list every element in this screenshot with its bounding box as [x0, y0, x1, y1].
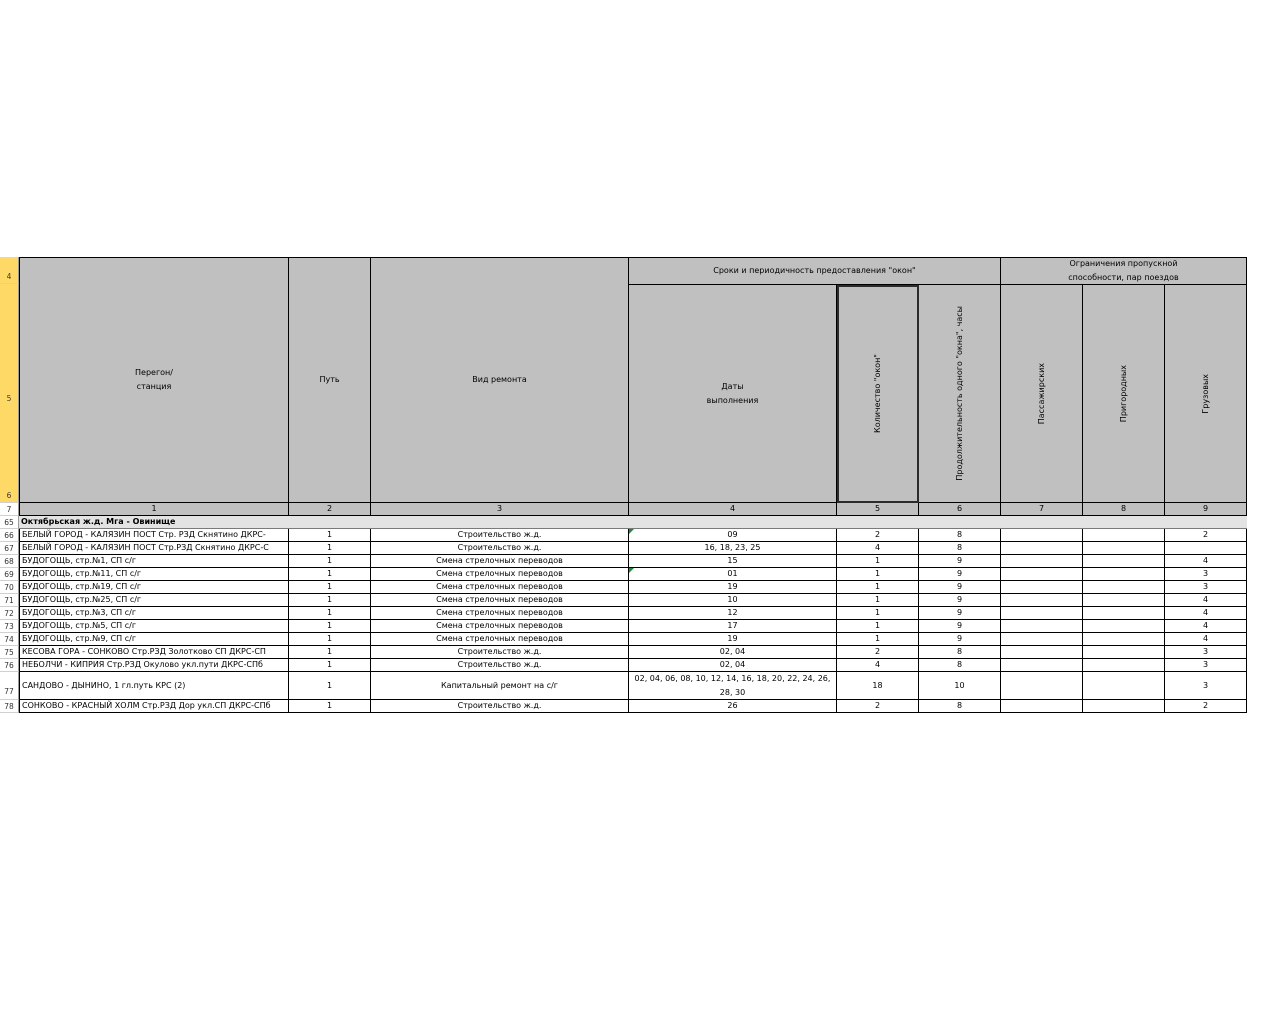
header-passazhirskih	[1001, 285, 1083, 503]
cell-gruzovyh[interactable]: 3	[1165, 672, 1247, 700]
cell-prigorodnyh[interactable]	[1083, 555, 1165, 568]
cell-peregon[interactable]: БУДОГОЩЬ, стр.№19, СП с/г	[19, 581, 289, 594]
cell-put[interactable]: 1	[289, 633, 371, 646]
cell-put[interactable]: 1	[289, 700, 371, 713]
cell-prodolzhitelnost[interactable]: 8	[919, 542, 1001, 555]
row-number[interactable]: 6	[0, 489, 19, 503]
colnum-8: 8	[1083, 503, 1165, 516]
row-number[interactable]: 71	[0, 594, 19, 607]
cell-gruzovyh[interactable]: 4	[1165, 555, 1247, 568]
cell-gruzovyh[interactable]: 4	[1165, 633, 1247, 646]
cell-prigorodnyh[interactable]	[1083, 568, 1165, 581]
cell-kolvo-okon[interactable]: 1	[837, 633, 919, 646]
cell-gruzovyh[interactable]: 3	[1165, 646, 1247, 659]
cell-gruzovyh[interactable]: 3	[1165, 568, 1247, 581]
cell-daty[interactable]: 17	[629, 620, 837, 633]
header-prigorodnyh	[1083, 285, 1165, 503]
row-number[interactable]: 77	[0, 672, 19, 700]
cell-prodolzhitelnost[interactable]: 9	[919, 581, 1001, 594]
cell-put[interactable]: 1	[289, 529, 371, 542]
cell-daty[interactable]: 10	[629, 594, 837, 607]
cell-peregon[interactable]: БУДОГОЩЬ, стр.№1, СП с/г	[19, 555, 289, 568]
cell-gruzovyh[interactable]: 3	[1165, 581, 1247, 594]
cell-daty[interactable]: 16, 18, 23, 25	[629, 542, 837, 555]
cell-peregon[interactable]: КЕСОВА ГОРА - СОНКОВО Стр.РЗД Золотково СП ДКРС-СП	[19, 646, 289, 659]
cell-vid-remonta[interactable]: Строительство ж.д.	[371, 646, 629, 659]
cell-prodolzhitelnost[interactable]: 8	[919, 700, 1001, 713]
cell-put[interactable]: 1	[289, 646, 371, 659]
cell-gruzovyh[interactable]: 4	[1165, 620, 1247, 633]
cell-passazhirskih[interactable]	[1001, 700, 1083, 713]
colnum-7: 7	[1001, 503, 1083, 516]
cell-passazhirskih[interactable]	[1001, 659, 1083, 672]
cell-prodolzhitelnost[interactable]: 8	[919, 646, 1001, 659]
cell-prodolzhitelnost[interactable]: 9	[919, 620, 1001, 633]
header-gruzovyh	[1165, 285, 1247, 503]
row-number[interactable]: 5	[0, 284, 19, 502]
header-daty: Даты выполнения	[629, 285, 837, 503]
cell-passazhirskih[interactable]	[1001, 672, 1083, 700]
section-title[interactable]: Октябрьская ж.д. Мга - Овинище	[19, 516, 1247, 529]
cell-kolvo-okon[interactable]: 2	[837, 529, 919, 542]
cell-peregon[interactable]: БУДОГОЩЬ, стр.№9, СП с/г	[19, 633, 289, 646]
cell-kolvo-okon[interactable]: 1	[837, 581, 919, 594]
header-prodolzhitelnost-label: Продолжительность одного "окна", часы	[954, 306, 964, 481]
cell-prigorodnyh[interactable]	[1083, 646, 1165, 659]
cell-daty[interactable]: 19	[629, 581, 837, 594]
cell-put[interactable]: 1	[289, 672, 371, 700]
cell-peregon[interactable]: СОНКОВО - КРАСНЫЙ ХОЛМ Стр.РЗД Дор укл.СП ДКРС-СПб	[19, 700, 289, 713]
comment-marker-icon	[629, 529, 634, 534]
cell-passazhirskih[interactable]	[1001, 581, 1083, 594]
cell-prigorodnyh[interactable]	[1083, 633, 1165, 646]
header-kolvo-okon[interactable]	[837, 285, 919, 503]
cell-kolvo-okon[interactable]: 4	[837, 659, 919, 672]
row-number[interactable]: 70	[0, 581, 19, 594]
cell-peregon[interactable]: БУДОГОЩЬ, стр.№11, СП с/г	[19, 568, 289, 581]
cell-vid-remonta[interactable]: Капитальный ремонт на с/г	[371, 672, 629, 700]
cell-put[interactable]: 1	[289, 581, 371, 594]
colnum-5: 5	[837, 503, 919, 516]
cell-kolvo-okon[interactable]: 4	[837, 542, 919, 555]
cell-vid-remonta[interactable]: Строительство ж.д.	[371, 659, 629, 672]
colnum-4: 4	[629, 503, 837, 516]
row-number[interactable]: 76	[0, 659, 19, 672]
header-prodolzhitelnost	[919, 285, 1001, 503]
cell-daty[interactable]: 19	[629, 633, 837, 646]
row-number[interactable]: 72	[0, 607, 19, 620]
cell-daty[interactable]: 15	[629, 555, 837, 568]
cell-gruzovyh[interactable]: 3	[1165, 659, 1247, 672]
cell-prigorodnyh[interactable]	[1083, 672, 1165, 700]
header-vid-remonta: Вид ремонта	[371, 257, 629, 503]
cell-vid-remonta[interactable]: Строительство ж.д.	[371, 529, 629, 542]
cell-prigorodnyh[interactable]	[1083, 581, 1165, 594]
cell-kolvo-okon[interactable]: 18	[837, 672, 919, 700]
cell-prodolzhitelnost[interactable]: 9	[919, 568, 1001, 581]
row-number[interactable]: 4	[0, 257, 19, 284]
header-prigorodnyh-label: Пригородных	[1118, 364, 1128, 423]
cell-vid-remonta[interactable]: Строительство ж.д.	[371, 700, 629, 713]
cell-prodolzhitelnost[interactable]: 9	[919, 594, 1001, 607]
row-number[interactable]: 74	[0, 633, 19, 646]
row-number[interactable]: 7	[0, 503, 19, 516]
cell-kolvo-okon[interactable]: 1	[837, 568, 919, 581]
cell-prodolzhitelnost[interactable]: 10	[919, 672, 1001, 700]
cell-prodolzhitelnost[interactable]: 8	[919, 659, 1001, 672]
cell-prigorodnyh[interactable]	[1083, 607, 1165, 620]
cell-passazhirskih[interactable]	[1001, 542, 1083, 555]
cell-vid-remonta[interactable]: Смена стрелочных переводов	[371, 594, 629, 607]
cell-kolvo-okon[interactable]: 2	[837, 646, 919, 659]
cell-vid-remonta[interactable]: Смена стрелочных переводов	[371, 568, 629, 581]
cell-prigorodnyh[interactable]	[1083, 620, 1165, 633]
header-passazhirskih-label: Пассажирских	[1036, 362, 1046, 425]
cell-put[interactable]: 1	[289, 594, 371, 607]
cell-peregon[interactable]: БЕЛЫЙ ГОРОД - КАЛЯЗИН ПОСТ Стр.РЗД Скнятино ДКРС-С	[19, 542, 289, 555]
cell-peregon[interactable]: БЕЛЫЙ ГОРОД - КАЛЯЗИН ПОСТ Стр. РЗД Скнятино ДКРС-	[19, 529, 289, 542]
header-group-ogranicheniya: Ограничения пропускной способности, пар поездов	[1001, 257, 1247, 285]
cell-gruzovyh[interactable]: 4	[1165, 607, 1247, 620]
cell-gruzovyh[interactable]: 2	[1165, 700, 1247, 713]
comment-marker-icon	[629, 568, 634, 573]
header-group-sroki: Сроки и периодичность предоставления "окон"	[629, 257, 1001, 285]
header-gruzovyh-label: Грузовых	[1200, 373, 1210, 414]
cell-passazhirskih[interactable]	[1001, 646, 1083, 659]
cell-daty[interactable]: 12	[629, 607, 837, 620]
row-number[interactable]: 65	[0, 516, 19, 529]
cell-prodolzhitelnost[interactable]: 8	[919, 529, 1001, 542]
cell-daty[interactable]: 01	[629, 568, 837, 581]
cell-put[interactable]: 1	[289, 555, 371, 568]
cell-kolvo-okon[interactable]: 1	[837, 620, 919, 633]
cell-vid-remonta[interactable]: Смена стрелочных переводов	[371, 620, 629, 633]
colnum-2: 2	[289, 503, 371, 516]
cell-peregon[interactable]: САНДОВО - ДЫНИНО, 1 гл.путь КРС (2)	[19, 672, 289, 700]
row-number[interactable]: 67	[0, 542, 19, 555]
cell-vid-remonta[interactable]: Смена стрелочных переводов	[371, 581, 629, 594]
row-number[interactable]: 68	[0, 555, 19, 568]
cell-passazhirskih[interactable]	[1001, 607, 1083, 620]
cell-vid-remonta[interactable]: Смена стрелочных переводов	[371, 633, 629, 646]
cell-kolvo-okon[interactable]: 1	[837, 555, 919, 568]
cell-prodolzhitelnost[interactable]: 9	[919, 607, 1001, 620]
cell-prigorodnyh[interactable]	[1083, 659, 1165, 672]
cell-put[interactable]: 1	[289, 542, 371, 555]
cell-daty[interactable]: 02, 04, 06, 08, 10, 12, 14, 16, 18, 20, 22, 24, 26, 28, 30	[629, 672, 837, 700]
cell-peregon[interactable]: БУДОГОЩЬ, стр.№3, СП с/г	[19, 607, 289, 620]
cell-gruzovyh[interactable]: 4	[1165, 594, 1247, 607]
cell-put[interactable]: 1	[289, 620, 371, 633]
row-number[interactable]: 73	[0, 620, 19, 633]
cell-gruzovyh[interactable]: 2	[1165, 529, 1247, 542]
cell-passazhirskih[interactable]	[1001, 620, 1083, 633]
row-number[interactable]: 69	[0, 568, 19, 581]
header-kolvo-okon-label: Количество "окон"	[872, 354, 882, 433]
cell-prigorodnyh[interactable]	[1083, 529, 1165, 542]
cell-gruzovyh[interactable]	[1165, 542, 1247, 555]
colnum-1: 1	[19, 503, 289, 516]
cell-prigorodnyh[interactable]	[1083, 542, 1165, 555]
cell-passazhirskih[interactable]	[1001, 555, 1083, 568]
cell-kolvo-okon[interactable]: 1	[837, 607, 919, 620]
cell-prodolzhitelnost[interactable]: 9	[919, 555, 1001, 568]
cell-passazhirskih[interactable]	[1001, 594, 1083, 607]
cell-passazhirskih[interactable]	[1001, 529, 1083, 542]
colnum-9: 9	[1165, 503, 1247, 516]
cell-put[interactable]: 1	[289, 659, 371, 672]
colnum-6: 6	[919, 503, 1001, 516]
row-number[interactable]: 78	[0, 700, 19, 713]
header-put: Путь	[289, 257, 371, 503]
cell-daty[interactable]: 02, 04	[629, 646, 837, 659]
cell-vid-remonta[interactable]: Строительство ж.д.	[371, 542, 629, 555]
cell-vid-remonta[interactable]: Смена стрелочных переводов	[371, 607, 629, 620]
cell-prodolzhitelnost[interactable]: 9	[919, 633, 1001, 646]
cell-put[interactable]: 1	[289, 607, 371, 620]
cell-peregon[interactable]: БУДОГОЩЬ, стр.№5, СП с/г	[19, 620, 289, 633]
cell-peregon[interactable]: БУДОГОЩЬ, стр.№25, СП с/г	[19, 594, 289, 607]
cell-kolvo-okon[interactable]: 1	[837, 594, 919, 607]
row-number[interactable]: 75	[0, 646, 19, 659]
cell-passazhirskih[interactable]	[1001, 568, 1083, 581]
row-number[interactable]: 66	[0, 529, 19, 542]
cell-daty[interactable]: 09	[629, 529, 837, 542]
cell-vid-remonta[interactable]: Смена стрелочных переводов	[371, 555, 629, 568]
cell-kolvo-okon[interactable]: 2	[837, 700, 919, 713]
cell-prigorodnyh[interactable]	[1083, 594, 1165, 607]
cell-passazhirskih[interactable]	[1001, 633, 1083, 646]
cell-peregon[interactable]: НЕБОЛЧИ - КИПРИЯ Стр.РЗД Окулово укл.пути ДКРС-СПб	[19, 659, 289, 672]
header-peregon: Перегон/ станция	[19, 257, 289, 503]
cell-prigorodnyh[interactable]	[1083, 700, 1165, 713]
colnum-3: 3	[371, 503, 629, 516]
cell-put[interactable]: 1	[289, 568, 371, 581]
cell-daty[interactable]: 02, 04	[629, 659, 837, 672]
cell-daty[interactable]: 26	[629, 700, 837, 713]
